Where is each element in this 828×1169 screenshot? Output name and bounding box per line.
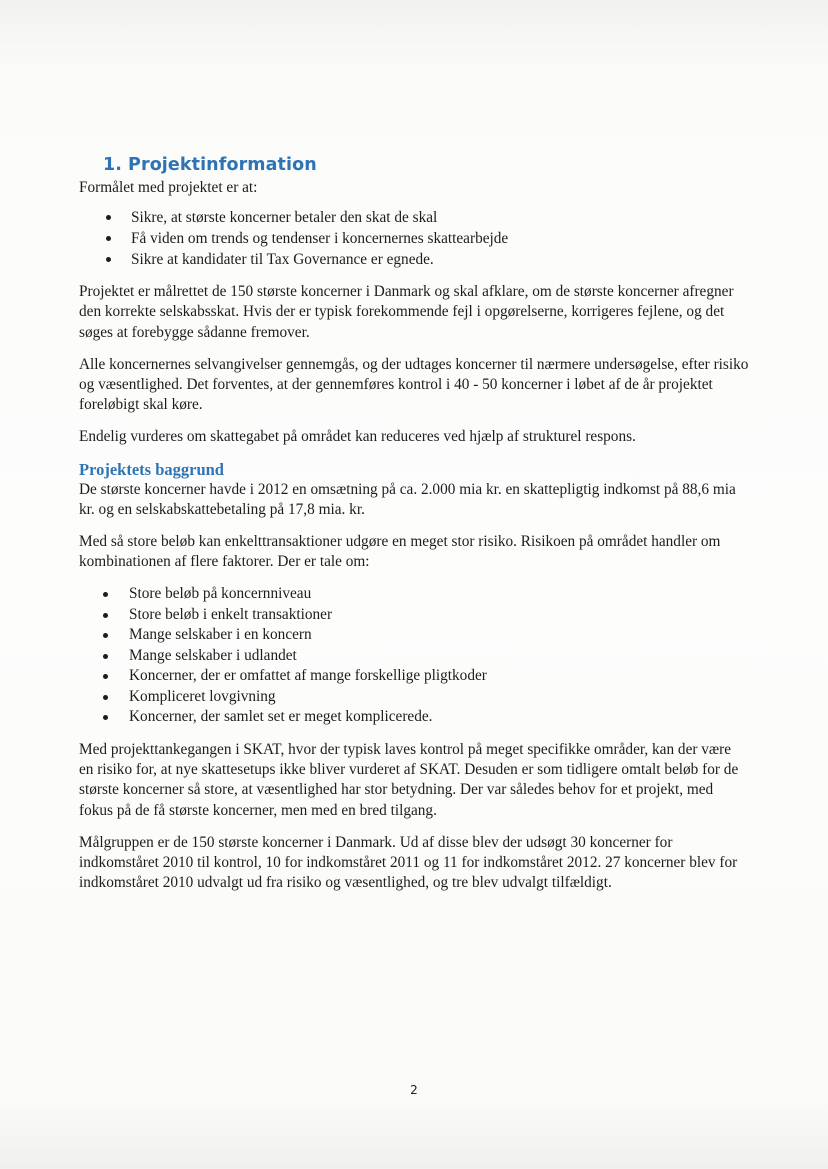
list-item: Koncerner, der er omfattet af mange forskellige pligtkoder <box>79 666 749 687</box>
risk-factor-list <box>79 584 749 728</box>
list-item: Store beløb på koncernniveau <box>79 584 749 605</box>
paragraph: Målgruppen er de 150 største koncerner i Danmark. Ud af disse blev der udsøgt 30 koncerner for indkomståret 2010 til kontrol, 10 for indkomståret 2011 og 11 for indkomståret 2012. 27 koncerner blev for indkomståret 2010 udvalgt ud fra risiko og væsentlighed, og tre blev udvalgt tilfældigt. <box>79 833 738 892</box>
spacer <box>79 270 749 282</box>
page-number: 2 <box>410 1083 418 1097</box>
spacer <box>79 343 749 355</box>
page-content <box>79 152 749 893</box>
list-item: Få viden om trends og tendenser i koncernernes skattearbejde <box>79 228 749 249</box>
list-item: Store beløb i enkelt transaktioner <box>79 605 749 626</box>
intro-text: Formålet med projektet er at: <box>79 179 258 196</box>
paragraph: Alle koncernernes selvangivelser gennemgås, og der udtages koncerner til nærmere undersøgelse, efter risiko og væsentlighed. Det forventes, at der gennemføres kontrol i 40 - 50 koncerner i løbet af de år projektet foreløbigt skal køre. <box>79 355 749 414</box>
list-item: Mange selskaber i en koncern <box>79 625 749 646</box>
purpose-list <box>79 207 749 270</box>
list-item: Mange selskaber i udlandet <box>79 646 749 667</box>
spacer <box>79 520 749 532</box>
list-item: Koncerner, der samlet set er meget komplicerede. <box>79 707 749 728</box>
section-number: 1. <box>103 155 123 175</box>
spacer <box>79 728 749 740</box>
paragraph: De største koncerner havde i 2012 en omsætning på ca. 2.000 mia kr. en skattepligtig indkomst på 88,6 mia kr. og en selskabskattebetaling på 17,8 mia. kr. <box>79 480 736 518</box>
paragraph: Endelig vurderes om skattegabet på området kan reduceres ved hjælp af strukturel respons. <box>79 428 636 446</box>
spacer <box>79 448 749 460</box>
subheading-projektets-baggrund: Projektets baggrund <box>79 459 224 479</box>
list-item: Sikre at kandidater til Tax Governance er egnede. <box>79 249 749 270</box>
paragraph: Projektet er målrettet de 150 største koncerner i Danmark og skal afklare, om de største koncerner afregner den korrekte selskabsskat. Hvis der er typisk forekommende fejl i opgørelserne, korrigeres fejlene, og det søges at forebygge sådanne fremover. <box>79 283 734 341</box>
section-title: Projektinformation <box>128 155 317 175</box>
list-item: Kompliceret lovgivning <box>79 687 749 708</box>
list-item: Sikre, at største koncerner betaler den skat de skal <box>79 207 749 228</box>
spacer <box>79 415 749 427</box>
paragraph: Med projekttankegangen i SKAT, hvor der typisk laves kontrol på meget specifikke områder, kan der være en risiko for, at nye skattesetups ikke bliver vurderet af SKAT. Desuden er som tidligere omtalt beløb for de største koncerner så store, at væsentlighed har stor betydning. Der var således behov for et projekt, med fokus på de få største koncerner, men med en bred tilgang. <box>79 740 739 819</box>
paragraph: Med så store beløb kan enkelttransaktioner udgøre en meget stor risiko. Risikoen på området handler om kombinationen af flere faktorer. Der er tale om: <box>79 533 721 571</box>
spacer <box>79 198 749 207</box>
section-heading-projektinformation <box>103 152 749 178</box>
spacer <box>79 821 749 833</box>
spacer <box>79 572 749 584</box>
